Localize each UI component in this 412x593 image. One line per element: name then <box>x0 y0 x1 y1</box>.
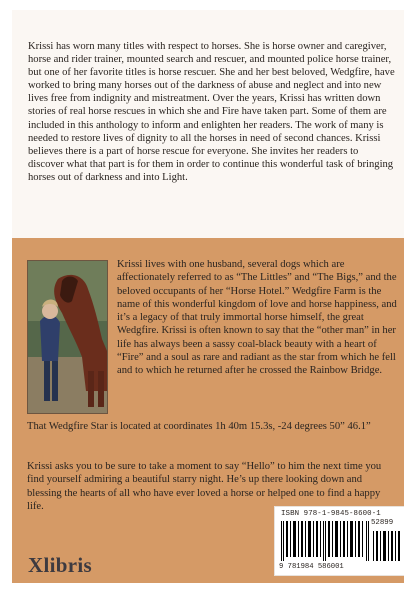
back-cover <box>12 10 404 583</box>
author-photo <box>27 260 108 414</box>
synopsis-panel <box>12 10 404 238</box>
publisher-logo: Xlibris <box>28 553 92 577</box>
isbn-barcode <box>274 506 404 576</box>
author-panel <box>12 238 404 583</box>
synopsis-text: Krissi has worn many titles with respect to horses. She is horse owner and caregiver, horse and rider trainer, mounted search and rescuer, and mounted police horse trainer, but one of her favorite titles is horse rescuer. She and her best beloved, Wedgfire, have worked to bring many horses out of the darkness of abuse and neglect and into new lives free from indignity and mistreatment. Over the years, Krissi has written down stories of real horse rescues in which she and Fire have taken part. Some of them are included in this anthology to inform and enlighten her readers. The work of many is needed to restore lives of dignity to all the horses in need of second chances. Krissi believes there is a part of horse rescue for everyone. She invites her readers to discover what that part is for them in order to continue this wonderful task of bringing horses out of darkness and into Light. <box>28 41 395 183</box>
author-horse-image <box>28 261 107 413</box>
barcode-digits: 9 781984 586001 <box>279 563 344 571</box>
star-coordinates: That Wedgfire Star is located at coordinates 1h 40m 15.3s, -24 degrees 50” 46.1” <box>27 421 371 432</box>
addon-barcode-bars <box>373 531 401 561</box>
barcode-bars <box>281 521 369 561</box>
price-code: 52899 <box>371 519 394 527</box>
closing-paragraph: Krissi asks you to be sure to take a moment to say “Hello” to him the next time you find yourself admiring a beautiful starry night. He’s up there looking down and blessing the hearts of all who have ever loved a horse or helped one to find a happy life. <box>27 461 382 512</box>
isbn-number: ISBN 978-1-9845-8600-1 <box>281 510 381 518</box>
author-bio: Krissi lives with one husband, several dogs which are affectionately referred to as “The Littles” and “The Bigs,” and the beloved occupants of her “Horse Hotel.” Wedgfire Farm is the name of this wonderful kingdom of love and horse happiness, and it’s a legacy of that truly immortal horse himself, the great Wedgfire. Krissi is often known to say that the “other man” in her life has always been a sassy coal-black beauty with a heart of “Fire” and a soul as rare and radiant as the star from which he fell and to which he returned after he crossed the Rainbow Bridge. <box>117 259 397 377</box>
